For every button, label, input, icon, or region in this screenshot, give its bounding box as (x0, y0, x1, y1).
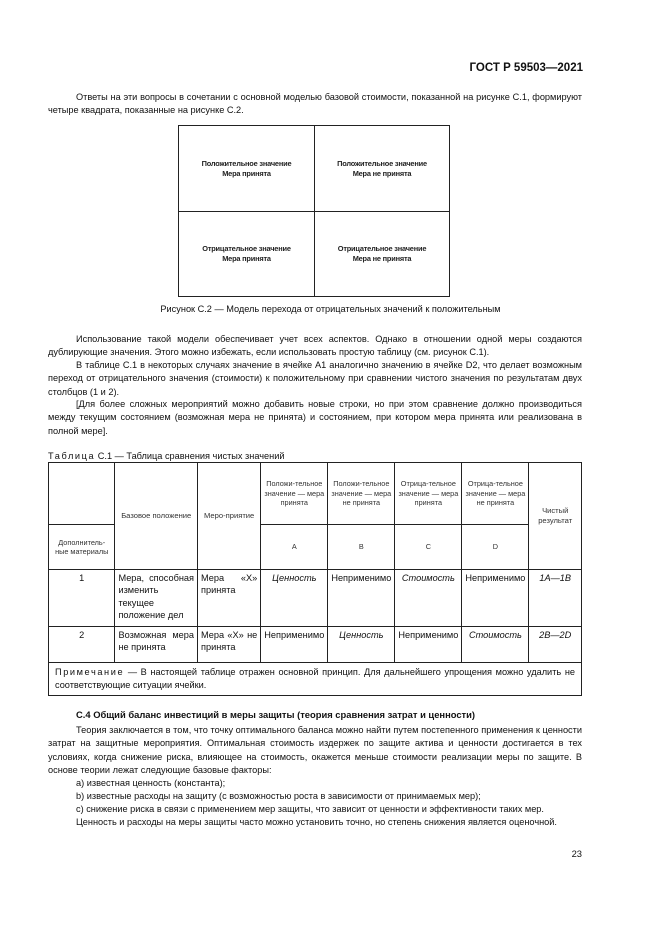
row-col-c: Неприменимо (395, 627, 462, 663)
row-measure: Мера «X» не принята (198, 627, 261, 663)
quadrant-measure-label: Мера не принята (352, 168, 412, 178)
note-label: Примечание (55, 667, 125, 677)
header-col-a: Положи-тельное значение — мера принята (261, 463, 328, 525)
quadrant-measure-label: Мера принята (222, 168, 271, 178)
table-caption-text: С.1 — Таблица сравнения чистых значений (95, 451, 285, 461)
header-col-b: Положи-тельное значение — мера не принята (328, 463, 395, 525)
row-col-b: Ценность (328, 627, 395, 663)
quadrant-bottom-right (314, 211, 449, 296)
table-note (48, 662, 582, 696)
quadrant-top-left (179, 126, 314, 211)
standard-number: ГОСТ Р 59503—2021 (469, 62, 583, 74)
row-col-b: Неприменимо (328, 570, 395, 627)
note-text: — В настоящей таблице отражен основной принцип. Для дальнейшего упрощения можно удалить не соответствующие ситуации ячейки. (55, 667, 575, 691)
row-col-a: Неприменимо (261, 627, 328, 663)
row-col-d: Неприменимо (462, 570, 529, 627)
factor-list-item: c) снижение риска в связи с применением мер защиты, что зависит от ценности и эффективности таких мер. (76, 804, 544, 814)
header-extra-materials: Дополнитель-ные материалы (49, 525, 115, 570)
header-base: Базовое положение (115, 463, 198, 570)
header-net-result: Чистый результат (529, 463, 582, 570)
quadrant-measure-label: Мера не принята (352, 254, 412, 263)
quadrant-value-label: Отрицательное значение (202, 244, 291, 253)
page-number: 23 (571, 848, 582, 859)
table-header-row (49, 463, 582, 525)
table-row (49, 570, 582, 627)
paragraph-model-usage: Использование такой модели обеспечивает учет всех аспектов. Однако в отношении одной меры создаются дублирующие значения. Этого можно избежать, если использовать простую таблицу (см. рисунок С.1). (48, 334, 582, 358)
row-col-c: Стоимость (395, 570, 462, 627)
header-letter-a: A (261, 525, 328, 570)
header-col-c: Отрица-тельное значение — мера принята (395, 463, 462, 525)
row-net-result: 1A—1B (529, 570, 582, 627)
row-measure: Мера «X» принята (198, 570, 261, 627)
row-number: 1 (49, 570, 115, 627)
paragraph-table-cells: В таблице С.1 в некоторых случаях значение в ячейке А1 аналогично значению в ячейке D2, что делает возможным переход от отрицательного значения (стоимости) к положительному при сравнении чистого значения по результатам двух столбцов (1 и 2). (48, 360, 582, 397)
figure-quadrants (178, 125, 450, 297)
row-col-a: Ценность (261, 570, 328, 627)
table-caption (48, 451, 284, 461)
factor-list-item: b) известные расходы на защиту (с возможностью роста в зависимости от принимаемых мер); (76, 791, 481, 801)
intro-paragraph: Ответы на эти вопросы в сочетании с основной моделью базовой стоимости, показанной на рисунке С.1, формируют четыре квадрата, показанные на рисунке С.2. (48, 92, 582, 116)
row-number: 2 (49, 627, 115, 663)
row-net-result: 2B—2D (529, 627, 582, 663)
header-letter-d: D (462, 525, 529, 570)
quadrant-value-label: Отрицательное значение (337, 244, 427, 253)
row-col-d: Стоимость (462, 627, 529, 663)
section-closing-paragraph: Ценность и расходы на меры защиты часто можно установить точно, но степень снижения является оценочной. (76, 817, 557, 827)
table-row (49, 627, 582, 663)
quadrant-value-label: Положительное значение (337, 158, 427, 168)
factor-list-item: a) известная ценность (константа); (76, 778, 226, 788)
quadrant-top-right (314, 126, 449, 211)
header-letter-c: C (395, 525, 462, 570)
table-caption-label: Таблица (48, 451, 96, 461)
quadrant-value-label: Положительное значение (201, 158, 292, 168)
paragraph-complex-measures: [Для более сложных мероприятий можно добавить новые строки, но при этом сравнение должно производиться между текущим состоянием (возможная мера не принята) и состоянием, при котором мера принята или реализована в полной мере]. (48, 399, 582, 436)
header-col-d: Отрица-тельное значение — мера не принята (462, 463, 529, 525)
header-empty-corner (49, 463, 115, 525)
header-measure: Меро-приятие (198, 463, 261, 570)
header-letter-b: B (328, 525, 395, 570)
figure-caption: Рисунок С.2 — Модель перехода от отрицательных значений к положительным (160, 304, 501, 314)
section-title: С.4 Общий баланс инвестиций в меры защиты (теория сравнения затрат и ценности) (76, 709, 476, 720)
row-base: Мера, способная изменить текущее положение дел (115, 570, 198, 627)
row-base: Возможная мера не принята (115, 627, 198, 663)
net-values-table (48, 462, 582, 663)
section-paragraph: Теория заключается в том, что точку оптимального баланса можно найти путем постепенного применения к ценности затрат на защитные мероприятия. Оптимальная стоимость издержек по защите актива и ценности достигается в тех условиях, когда снижение риска, влияющее на стоимость, окажется меньше стоимости реализации меры по защите. В основе теории лежат следующие базовые факторы: (48, 725, 582, 775)
quadrant-measure-label: Мера принята (222, 254, 271, 263)
quadrant-bottom-left (179, 211, 314, 296)
